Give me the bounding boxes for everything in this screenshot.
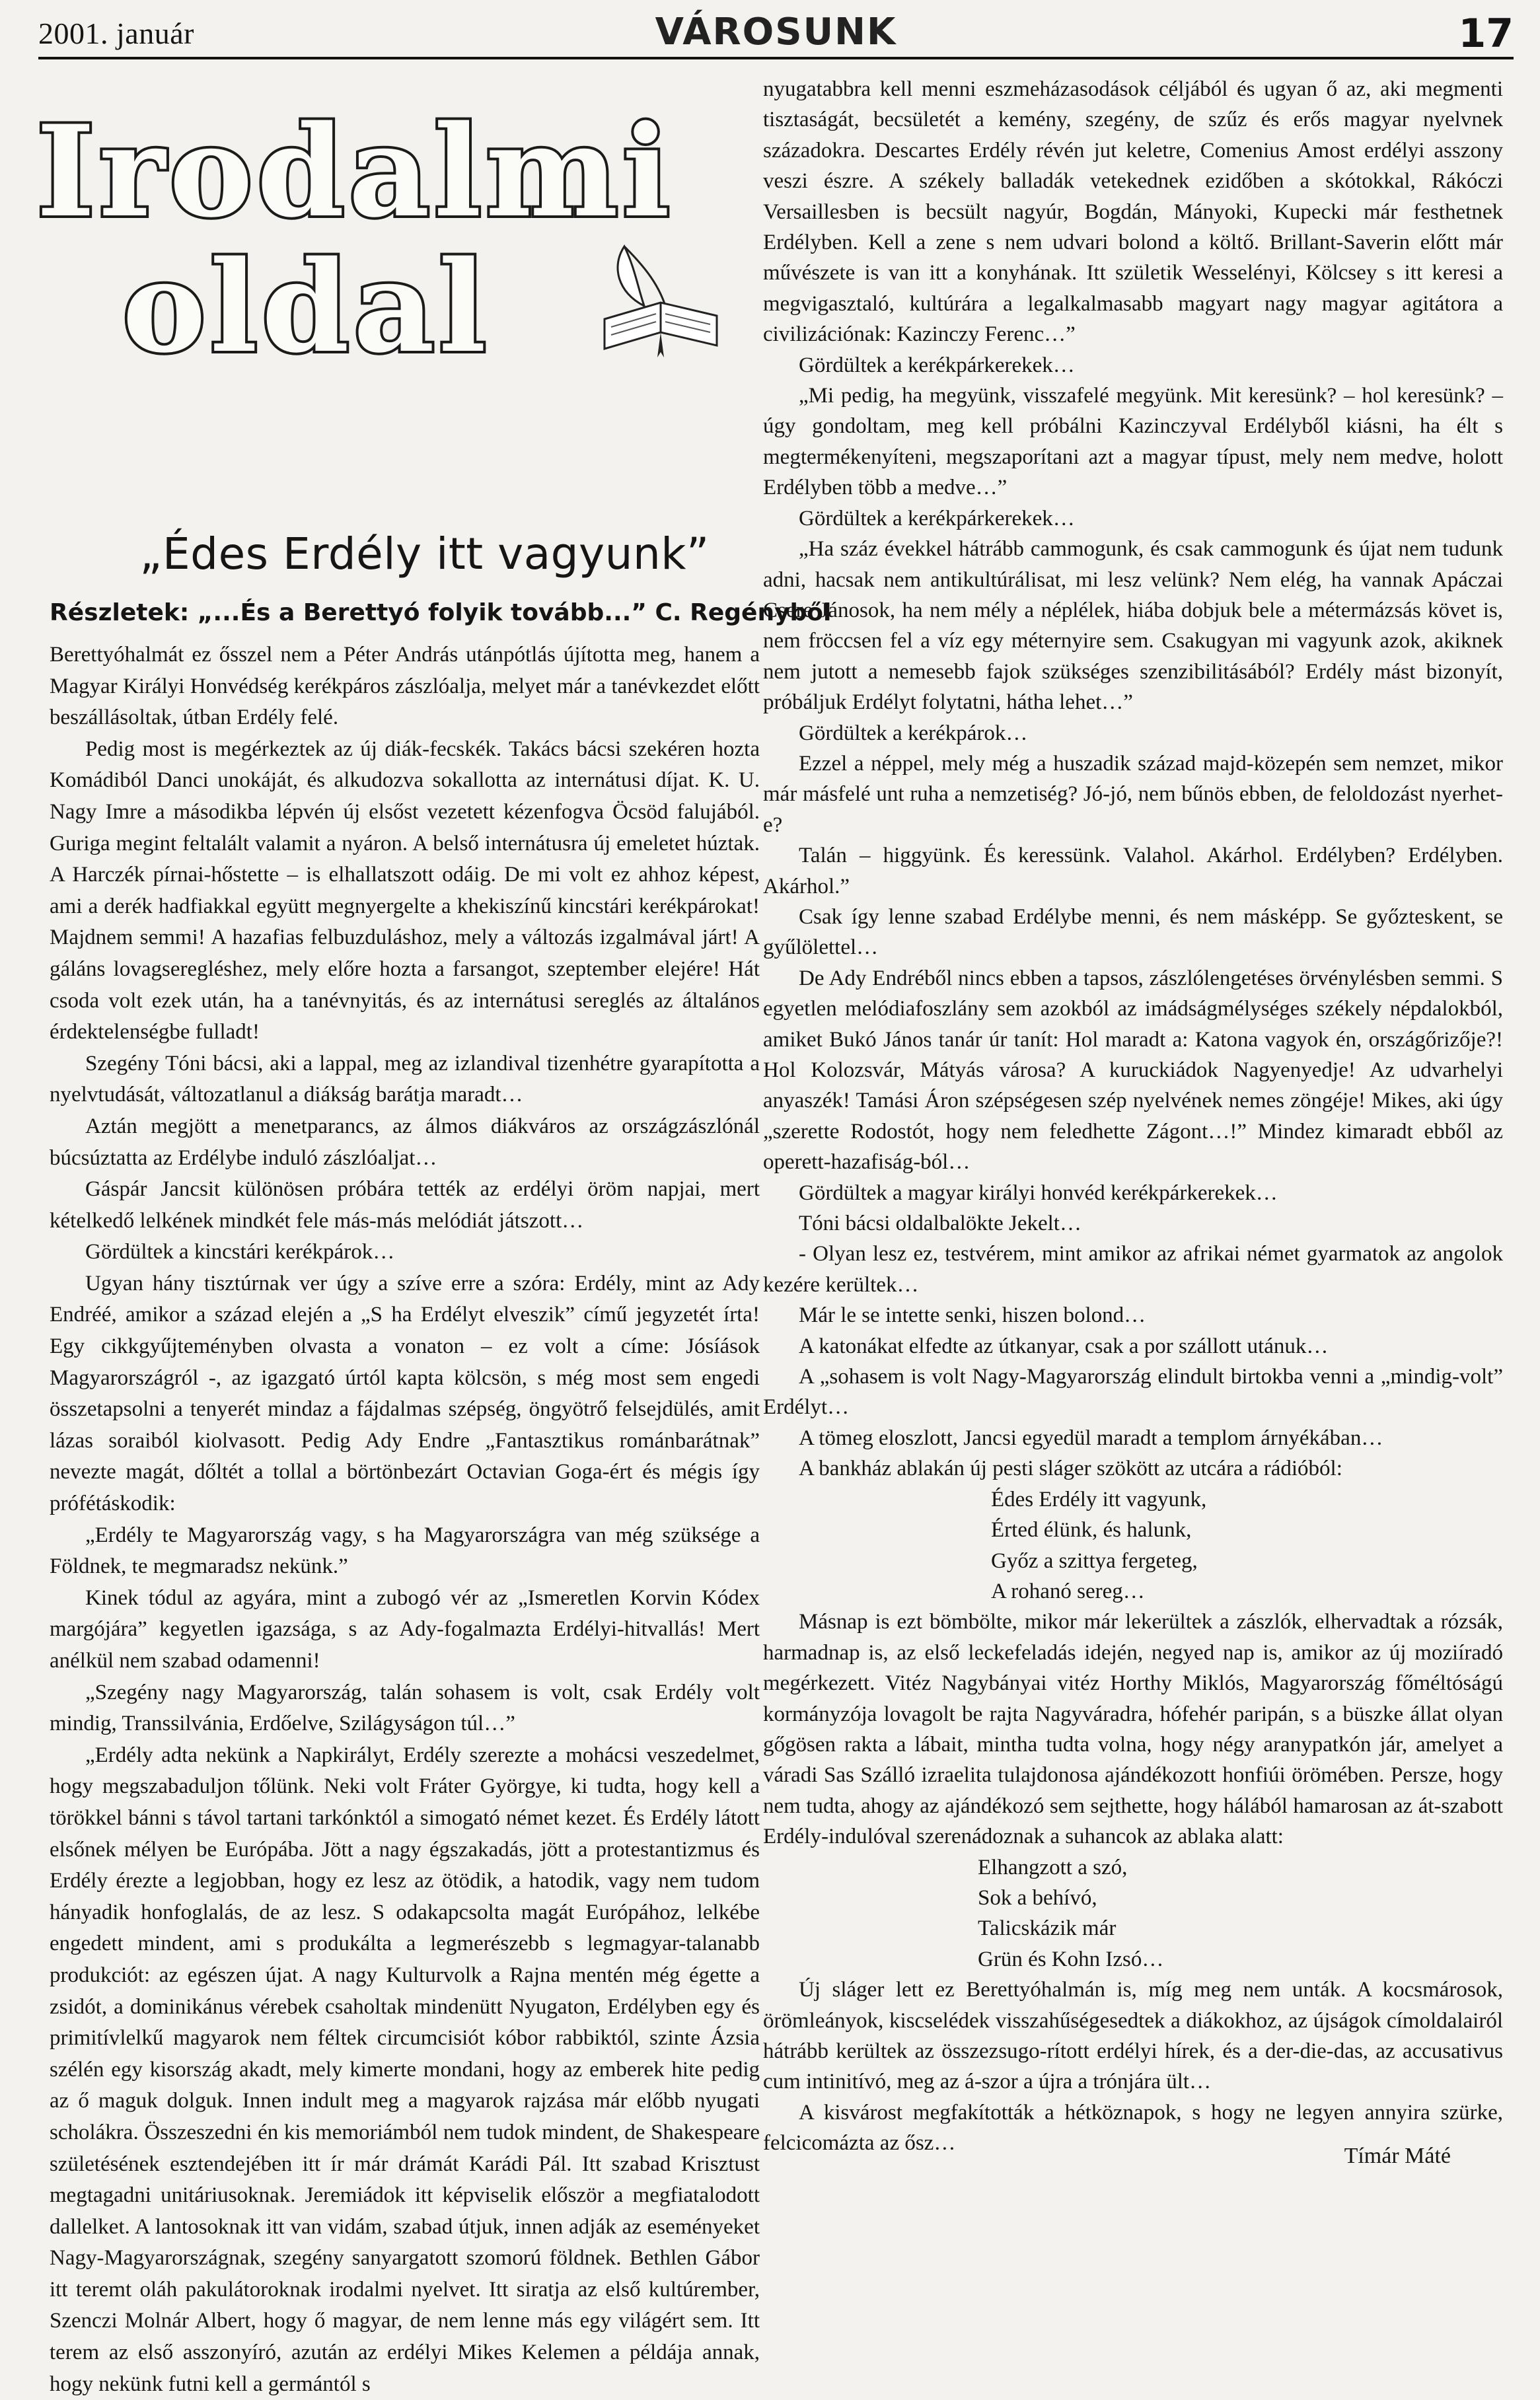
header-rule (38, 57, 1514, 59)
lyric-line: Grün és Kohn Izsó… (978, 1947, 1164, 1971)
paragraph: Kinek tódul az agyára, mint a zubogó vér az „Ismeretlen Korvin Kódex margójára” kegyetlen igazsága, s az Ady-fogalmazta Erdélyi-hitvallás! Mert anélkül nem szabad odamenni! (50, 1585, 760, 1673)
banner-line-1: Irodalmi (36, 98, 675, 245)
paragraph: „Erdély adta nekünk a Napkirályt, Erdély szerezte a mohácsi veszedelmet, hogy megszabaduljon tőlünk. Neki volt Fráter Györgye, ki tudta, hogy kell a törökkel bánni s távol tartani tarkónktól a simogató német kezet. És Erdély látott elsőnek mélyen be Európába. Jött a nagy égszakadás, jött a protestantizmus és Erdély érezte a legjobban, hogy ez lesz az ötödik, a hatodik, vagy nem tudom hányadik honfoglalás, de az lesz. S odakapcsolta magát Európához, lelkébe engedett mindent, ami s produkálta a legmerészebb s legmagyar-talanabb produkciót: az egészen újat. A nagy Kulturvolk a Rajna mentén még égette a zsidót, a dominikánus vérebek csaholtak mindenütt Nyugaton, Erdélyben egy és primitívlelkű magyarok nem féltek circumcisiót kóbor rabbiktól, szinte Ázsia szélén egy kisország akadt, mely kimerte mondani, hogy az emberek hite pedig az ő maguk dolguk. Innen indult meg a magyarok rajzása már előbb nyugati scholákra. Összeszedni én kis memoriámból nem tudok mindent, de Shakespeare születésének esztendejében itt ír már drámát Karádi Pál. Itt szabad Krisztust megtagadni unitáriusoknak. Jeremiádok itt képviselik először a megfiatalodott dallelket. A lantosoknak itt van vidám, szabad útjuk, innen adják az eseményeket Nagy-Magyarországnak, szegény sanyargatott szomorú földnek. Bethlen Gábor itt teremt oláh pakulátoroknak irodalmi nyelvet. Itt siratja az első kultúrember, Szenczi Molnár Albert, hogy ő magyar, de nem lenne más egy világért sem. Itt terem az első asszonyíró, azután az erdélyi Mikes Kelemen a példája annak, hogy nekünk futni kell a germántól s (50, 1743, 760, 2396)
paragraph: Új sláger lett ez Berettyóhalmán is, míg meg nem unták. A kocsmárosok, örömleányok, kiscselédek visszahűségesedtek a diákokhoz, az újságok címoldalairól hátrább kerültek az összezsugo-rított erdélyi hírek, és a der-die-das, az accusativus cum intinitívó, meg az á-szor a újra a trónjára ült… (763, 1978, 1503, 2094)
lyric-line: Érted élünk, és halunk, (991, 1518, 1192, 1543)
lyric-line: Győz a szittya fergeteg, (991, 1548, 1198, 1573)
paragraph: Gördültek a kerékpárkerekek… (799, 506, 1075, 530)
paragraph: Szegény Tóni bácsi, aki a lappal, meg az izlandival tizenhétre gyarapította a nyelvtudását, változatlanul a diákság barátja maradt… (50, 1051, 760, 1107)
page-number: 17 (1458, 11, 1514, 57)
paragraph: Gáspár Jancsit különösen próbára tették az erdélyi öröm napjai, mert kételkedő lelkének mindkét fele más-más melódiát játszott… (50, 1177, 760, 1233)
paragraph: Gördültek a magyar királyi honvéd kerékpárkerekek… (799, 1181, 1278, 1205)
banner-line-2: oldal (122, 233, 491, 381)
lyric-line: Édes Erdély itt vagyunk, (991, 1487, 1207, 1511)
author-signature: Tímár Máté (1344, 2144, 1451, 2168)
paragraph: A bankház ablakán új pesti sláger szökött az utcára a rádióból: (799, 1457, 1342, 1481)
paragraph: Ugyan hány tisztúrnak ver úgy a szíve erre a szóra: Erdély, mint az Ady Endréé, amikor a század elején a „S ha Erdélyt elveszik” című jegyzetét írta! Egy cikkgyűjteményben olvasta a vonaton – ez volt a címe: Jósíások Magyarországról -, az igazgató úrtól kapta kölcsön, s még most sem engedi összetapsolni a tenyerét mindaz a fájdalmas szépség, öngyötrő felsejdülés, amit lázas soraiból kiolvasott. Pedig Ady Endre „Fantasztikus románbarátnak” nevezte magát, dőltét a tollal a börtönbezárt Octavian Goga-ért és mégis így prófétáskodik: (50, 1271, 760, 1516)
issue-date: 2001. január (38, 17, 194, 50)
paragraph: Tóni bácsi oldalbalökte Jekelt… (799, 1212, 1082, 1236)
paragraph: Másnap is ezt bömbölte, mikor már lekerültek a zászlók, elhervadtak a rózsák, harmadnap is, az első leckefeladás idején, negyed nap is, amikor az új moziíradó megérkezett. Vitéz Nagybányai vitéz Horthy Miklós, Magyarország főméltóságú kormányzója lovagolt be rajta Nagyváradra, hófehér paripán, s a büszke állat olyan gőgösen rakta a lábait, mintha tudta volna, hogy négy aranypatkón jár, amelyet a váradi Sas Szálló izraelita tulajdonosa ajándékozott honfiúi örömében. Persze, hogy nem tudta, ahogy az ajándékozó sem sejthette, hogy hálából hamarosan az át-szabott Erdély-indulóval szerenádoznak a suhancok az ablaka alatt: (763, 1610, 1503, 1849)
article-title: „Édes Erdély itt vagyunk” (139, 528, 710, 579)
paragraph: Aztán megjött a menetparancs, az álmos diákváros az országzászlónál búcsúztatta az Erdélybe induló zászlóaljat… (50, 1114, 760, 1170)
paragraph: Pedig most is megérkeztek az új diák-fecskék. Takács bácsi szekéren hozta Komádiból Danci unokáját, és alkudozva sokallotta az internátusi díjat. K. U. Nagy Imre a másodikba lépvén új elsőst vezetett kézenfogva Öcsöd falujából. Guriga megint feltalált valamit a nyáron. A belső internátusra új emeletet húztak. A Harczék pírnai-hőstette – is elhallatszott odáig. De mi volt ez ahhoz képest, ami a derék hadfiakkal együtt megnyergelte a khekiszínű kincstári kerékpárokat! Majdnem semmi! A hazafias felbuzduláshoz, mely a változás izgalmával járt! A gáláns lovagseregléshez, mely előre hozta a farsangot, szeptember elejére! Hát csoda volt ezek után, ha a tanévnyitás, és az internátusi sereglés az általános érdektelenségbe fulladt! (50, 737, 760, 1044)
paragraph: „Mi pedig, ha megyünk, visszafelé megyünk. Mit keresünk? – hol keresünk? – úgy gondoltam, meg kell próbálni Kazinczyval Erdélyből kiásni, ha élt s megtermékenyíteni, megszaporítani azt a magyar típust, mely nem medve, holott Erdélyben több a medve…” (763, 384, 1503, 500)
paragraph: „Erdély te Magyarország vagy, s ha Magyarországra van még szüksége a Földnek, te megmaradsz nekünk.” (50, 1523, 760, 1579)
paragraph: Már le se intette senki, hiszen bolond… (799, 1303, 1146, 1328)
page-header (38, 9, 1514, 58)
section-banner (36, 98, 717, 382)
paragraph: A „sohasem is volt Nagy-Magyarország elindult birtokba venni a „mindig-volt” Erdélyt… (763, 1365, 1503, 1420)
paragraph: „Ha száz évekkel hátrább cammogunk, és csak cammogunk és újat nem tudunk adni, hacsak nem antikultúrálisat, mi lesz velünk? Nem elég, ha vannak Apáczai Csere Jánosok, ha nem mély a néplélek, hiába dobjuk bele a métermázsás követ is, nem fröccsen fel a víz egy méternyire sem. Csakugyan mi vagyunk azok, akiknek nem jutott a nemesebb fajok szükséges szenzibilitásából? Erdély mást bizonyít, próbáljuk Erdélyt folytatni, hátha lehet…” (763, 537, 1503, 715)
paragraph: Talán – higgyünk. És keressünk. Valahol. Akárhol. Erdélyben? Erdélyben. Akárhol.” (763, 844, 1503, 898)
song-lyrics-1 (763, 1484, 1503, 1607)
paragraph: A kisvárost megfakították a hétköznapok, s hogy ne legyen annyira szürke, felcicomázta az ősz… (763, 2100, 1503, 2156)
quill-and-book-icon (598, 240, 723, 359)
paragraph: De Ady Endréből nincs ebben a tapsos, zászlólengetéses örvénylésben semmi. S egyetlen melódiafoszlány sem azokból az imádságmélységes székely népdalokból, amiket Bukó János tanár úr tanít: Hol maradt a: Katona vagyok én, országőrizője?! Hol Kolozsvár, Mátyás városa? A kuruckiádok Nagyenyedje! Az udvarhelyi anyaszék! Tamási Áron szépségesen szép nyelvének nemes zöngéje! Mikes, aki úgy „szerette Rodostót, hogy nem feledhette Zágont…!” Mindez kimaradt ebből az operett-hazafiság-ból… (763, 966, 1503, 1175)
paragraph: - Olyan lesz ez, testvérem, mint amikor az afrikai német gyarmatok az angolok kezére kerültek… (763, 1242, 1503, 1297)
paragraph: Gördültek a kincstári kerékpárok… (85, 1240, 395, 1264)
paragraph: A tömeg eloszlott, Jancsi egyedül maradt a templom árnyékában… (799, 1426, 1383, 1450)
paragraph: „Szegény nagy Magyarország, talán sohasem is volt, csak Erdély volt mindig, Transsilvánia, Erdőelve, Szilágyságon túl…” (50, 1680, 760, 1736)
lyric-line: Sok a behívó, (978, 1885, 1097, 1910)
lyric-line: Elhangzott a szó, (978, 1855, 1128, 1879)
right-column (763, 74, 1503, 2159)
paragraph: A katonákat elfedte az útkanyar, csak a por szállott utánuk… (799, 1334, 1329, 1358)
paragraph: Ezzel a néppel, mely még a huszadik század majd-közepén sem nemzet, mikor már másfelé unt ruha a nemzetiség? Jó-jó, nem bűnös ebben, de feloldozást nyerhet-e? (763, 751, 1503, 837)
lyric-line: Talicskázik már (978, 1916, 1117, 1941)
paragraph: Csak így lenne szabad Erdélybe menni, és nem másképp. Se győzteskent, se gyűlölettel… (763, 904, 1503, 960)
paragraph: Gördültek a kerékpárkerekek… (799, 353, 1075, 377)
article-subtitle: Részletek: „...És a Berettyó folyik tovább...” C. Regényből (50, 599, 832, 626)
left-column (50, 528, 832, 2400)
publication-title: VÁROSUNK (655, 11, 897, 54)
lyric-line: A rohanó sereg… (991, 1579, 1145, 1603)
song-lyrics-2 (763, 1852, 1503, 1975)
paragraph: Gördültek a kerékpárok… (799, 721, 1028, 745)
paragraph: nyugatabbra kell menni eszmeházasodások céljából és ugyan ő az, aki megmenti tisztaságát, becsületét a kemény, szegény, de szűz és erős magyar nyelvnek századokra. Descartes Erdély révén jut keletre, Comenius Amost erdélyi asszony veszi észre. A székely balladák vetekednek ezidőben a skótokkal, Rákóczi Versaillesben is becsült nagyúr, Bogdán, Mányoki, Kupecki már festhetnek Erdélyben. Kell a zene s nem udvari bolond a költő. Brillant-Saverin előtt már művészete is van itt a konyhának. Itt születik Wesselényi, Kölcsey s itt keresi a megvigasztaló, kultúrára a legalkalmasabb magyart nagy magyar agitátora a civilizációnak: Kazinczy Ferenc…” (763, 77, 1503, 347)
paragraph: Berettyóhalmát ez ősszel nem a Péter András utánpótlás újította meg, hanem a Magyar Királyi Honvédség kerékpáros zászlóalja, melyet már a tanévkezdet előtt beszállásoltak, útban Erdély felé. (50, 643, 760, 730)
